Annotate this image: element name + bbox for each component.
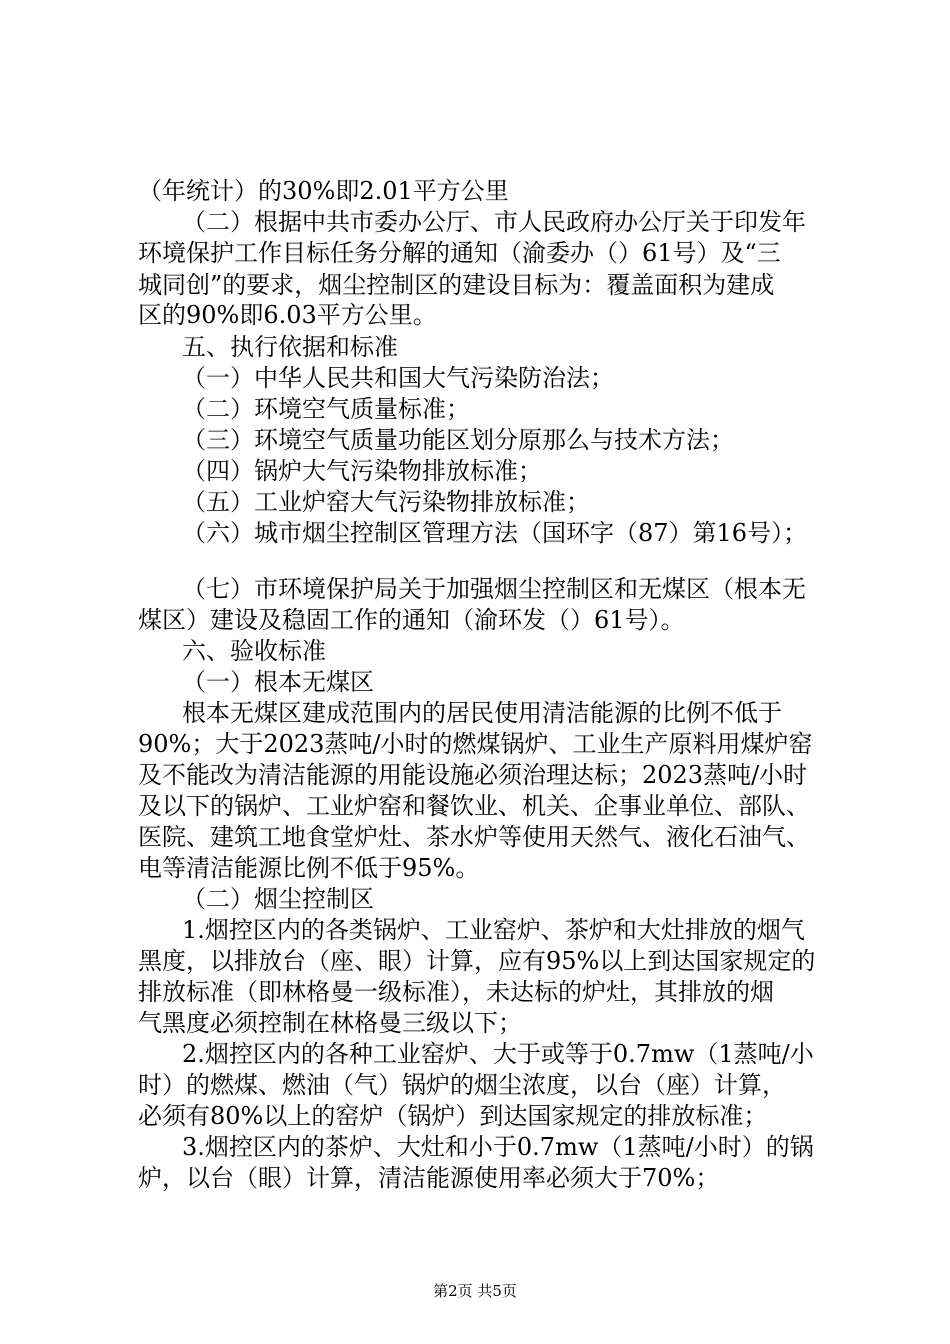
section-heading: 五、执行依据和标准: [182, 333, 398, 361]
text-line: 气黑度必须控制在林格曼三级以下；: [138, 1009, 522, 1037]
text-line: 城同创”的要求，烟尘控制区的建设目标为：覆盖面积为建成: [138, 271, 775, 299]
text-line: 炉，以台（眼）计算，清洁能源使用率必须大于70%；: [138, 1164, 720, 1192]
text-line: 电等清洁能源比例不低于95%。: [138, 854, 480, 882]
text-line: 90%；大于2023蒸吨/小时的燃煤锅炉、工业生产原料用煤炉窑: [138, 730, 813, 758]
text-line: 及不能改为清洁能源的用能设施必须治理达标；2023蒸吨/小时: [138, 761, 808, 789]
text-line: 区的90%即6.03平方公里。: [138, 301, 437, 329]
text-line: 及以下的锅炉、工业炉窑和餐饮业、机关、企事业单位、部队、: [138, 792, 810, 820]
text-line: 煤区）建设及稳固工作的通知（渝环发（）61号）。: [138, 606, 685, 634]
text-line: 根本无煤区建成范围内的居民使用清洁能源的比例不低于: [182, 699, 782, 727]
text-line: 环境保护工作目标任务分解的通知（渝委办（）61号）及“三: [138, 239, 781, 267]
text-line: 医院、建筑工地食堂炉灶、茶水炉等使用天然气、液化石油气、: [138, 823, 810, 851]
list-item: （四）锅炉大气污染物排放标准；: [182, 457, 542, 485]
list-item: （五）工业炉窑大气污染物排放标准；: [182, 488, 590, 516]
subsection-heading: （一）根本无煤区: [182, 668, 374, 696]
text-line: 2.烟控区内的各种工业窑炉、大于或等于0.7mw（1蒸吨/小: [182, 1040, 814, 1068]
text-line: 时）的燃煤、燃油（气）锅炉的烟尘浓度，以台（座）计算，: [138, 1071, 786, 1099]
page-footer: 第2页 共5页: [433, 1282, 517, 1300]
section-heading: 六、验收标准: [182, 637, 326, 665]
text-line: 3.烟控区内的茶炉、大灶和小于0.7mw（1蒸吨/小时）的锅: [182, 1133, 814, 1161]
list-item: （三）环境空气质量功能区划分原那么与技术方法；: [182, 426, 734, 454]
text-line: 必须有80%以上的窑炉（锅炉）到达国家规定的排放标准；: [138, 1102, 768, 1130]
text-line: 排放标准（即林格曼一级标准），未达标的炉灶，其排放的烟: [138, 978, 774, 1006]
list-item: （二）环境空气质量标准；: [182, 395, 470, 423]
list-item: （六）城市烟尘控制区管理方法（国环字（87）第16号）；: [182, 519, 808, 547]
list-item: （一）中华人民共和国大气污染防治法；: [182, 364, 614, 392]
text-line: 1.烟控区内的各类锅炉、工业窑炉、茶炉和大灶排放的烟气: [182, 916, 805, 944]
text-line: （年统计）的30%即2.01平方公里: [138, 177, 509, 205]
text-line: 黑度，以排放台（座、眼）计算，应有95%以上到达国家规定的: [138, 947, 816, 975]
text-line: （二）根据中共市委办公厅、市人民政府办公厅关于印发年: [182, 208, 806, 236]
list-item: （七）市环境保护局关于加强烟尘控制区和无煤区（根本无: [182, 575, 806, 603]
subsection-heading: （二）烟尘控制区: [182, 885, 374, 913]
